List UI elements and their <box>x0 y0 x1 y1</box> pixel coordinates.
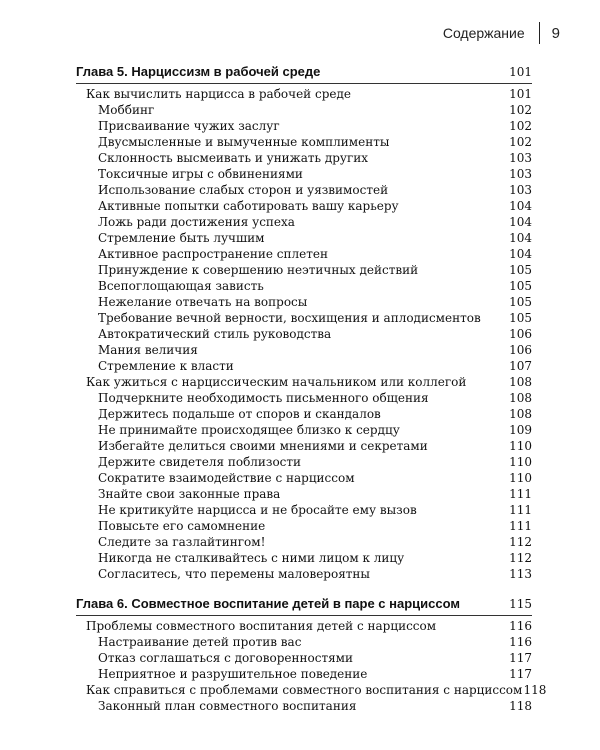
toc-entry[interactable] <box>76 534 532 550</box>
entry-page: 104 <box>509 247 532 261</box>
entry-page: 104 <box>509 199 532 213</box>
entry-page: 105 <box>509 279 532 293</box>
toc-entry[interactable] <box>76 342 532 358</box>
toc-entry[interactable] <box>76 310 532 326</box>
entry-page: 104 <box>509 231 532 245</box>
toc-subsection-list <box>76 102 532 374</box>
entry-page: 109 <box>509 423 532 437</box>
entry-page: 108 <box>509 391 532 405</box>
toc-entry[interactable] <box>76 214 532 230</box>
entry-title: Активное распространение сплетен <box>98 247 328 261</box>
toc-entry[interactable] <box>76 634 532 650</box>
entry-title: Использование слабых сторон и уязвимостей <box>98 183 389 197</box>
entry-title: Сократите взаимодействие с нарциссом <box>98 471 355 485</box>
section-title: Как справиться с проблемами совместного воспитания с нарциссом <box>86 683 523 697</box>
toc-section[interactable] <box>76 682 547 698</box>
entry-title: Настраивание детей против вас <box>98 635 302 649</box>
entry-page: 112 <box>509 551 532 565</box>
chapter-gap <box>76 582 532 594</box>
entry-page: 103 <box>509 183 532 197</box>
entry-title: Стремление быть лучшим <box>98 231 265 245</box>
entry-title: Подчеркните необходимость письменного общения <box>98 391 429 405</box>
entry-page: 107 <box>509 359 532 373</box>
toc-entry[interactable] <box>76 406 532 422</box>
entry-title: Держитесь подальше от споров и скандалов <box>98 407 381 421</box>
toc-chapter-6[interactable] <box>76 594 532 614</box>
toc-entry[interactable] <box>76 650 532 666</box>
section-title: Как вычислить нарцисса в рабочей среде <box>86 87 351 101</box>
entry-title: Принуждение к совершению неэтичных действий <box>98 263 419 277</box>
entry-page: 116 <box>509 635 532 649</box>
entry-page: 108 <box>509 407 532 421</box>
entry-page: 112 <box>509 535 532 549</box>
entry-page: 111 <box>509 519 532 533</box>
toc-entry[interactable] <box>76 422 532 438</box>
toc-entry[interactable] <box>76 666 532 682</box>
entry-page: 117 <box>509 651 532 665</box>
toc-entry[interactable] <box>76 166 532 182</box>
toc-entry[interactable] <box>76 698 532 714</box>
entry-title: Никогда не сталкивайтесь с ними лицом к лицу <box>98 551 405 565</box>
entry-page: 102 <box>509 103 532 117</box>
entry-title: Токсичные игры с обвинениями <box>98 167 303 181</box>
entry-page: 106 <box>509 343 532 357</box>
entry-title: Знайте свои законные права <box>98 487 281 501</box>
entry-page: 113 <box>509 567 532 581</box>
toc-entry[interactable] <box>76 246 532 262</box>
toc-entry[interactable] <box>76 150 532 166</box>
running-head <box>443 22 560 44</box>
toc-entry[interactable] <box>76 358 532 374</box>
toc-entry[interactable] <box>76 102 532 118</box>
toc-entry[interactable] <box>76 326 532 342</box>
toc-entry[interactable] <box>76 454 532 470</box>
running-head-divider <box>539 22 540 44</box>
section-page: 116 <box>509 619 532 633</box>
toc-entry[interactable] <box>76 470 532 486</box>
toc-entry[interactable] <box>76 294 532 310</box>
running-head-section: Содержание <box>442 25 525 41</box>
toc-section[interactable] <box>76 374 532 390</box>
toc-entry[interactable] <box>76 566 532 582</box>
toc-subsection-list <box>76 698 532 714</box>
entry-page: 118 <box>509 699 532 713</box>
entry-title: Повысьте его самомнение <box>98 519 266 533</box>
chapter-rule <box>76 615 532 616</box>
section-page: 108 <box>509 375 532 389</box>
entry-title: Законный план совместного воспитания <box>98 699 357 713</box>
entry-page: 110 <box>509 439 532 453</box>
section-title: Как ужиться с нарциссическим начальником или коллегой <box>86 375 467 389</box>
toc-entry[interactable] <box>76 262 532 278</box>
chapter-title: Глава 6. Совместное воспитание детей в паре с нарциссом <box>76 596 461 611</box>
entry-page: 111 <box>509 487 532 501</box>
entry-page: 102 <box>509 135 532 149</box>
entry-page: 106 <box>509 327 532 341</box>
entry-title: Неприятное и разрушительное поведение <box>98 667 368 681</box>
section-page: 101 <box>509 87 532 101</box>
entry-title: Присваивание чужих заслуг <box>98 119 280 133</box>
toc-section[interactable] <box>76 86 532 102</box>
entry-page: 110 <box>509 471 532 485</box>
entry-page: 105 <box>509 311 532 325</box>
toc-entry[interactable] <box>76 518 532 534</box>
entry-page: 111 <box>509 503 532 517</box>
entry-title: Отказ соглашаться с договоренностями <box>98 651 353 665</box>
toc-entry[interactable] <box>76 502 532 518</box>
toc-entry[interactable] <box>76 134 532 150</box>
toc-entry[interactable] <box>76 230 532 246</box>
toc-entry[interactable] <box>76 438 532 454</box>
entry-title: Двусмысленные и вымученные комплименты <box>98 135 390 149</box>
entry-title: Ложь ради достижения успеха <box>98 215 295 229</box>
section-page: 118 <box>523 683 547 697</box>
entry-title: Не принимайте происходящее близко к сердцу <box>98 423 400 437</box>
entry-title: Согласитесь, что перемены маловероятны <box>98 567 370 581</box>
toc-entry[interactable] <box>76 198 532 214</box>
entry-title: Не критикуйте нарцисса и не бросайте ему вызов <box>98 503 417 517</box>
entry-title: Стремление к власти <box>98 359 234 373</box>
toc-entry[interactable] <box>76 118 532 134</box>
chapter-page: 115 <box>509 597 532 611</box>
entry-page: 103 <box>509 167 532 181</box>
entry-title: Требование вечной верности, восхищения и аплодисментов <box>98 311 481 325</box>
entry-title: Нежелание отвечать на вопросы <box>98 295 308 309</box>
entry-title: Моббинг <box>98 103 155 117</box>
chapter-page: 101 <box>509 65 532 79</box>
entry-title: Активные попытки саботировать вашу карьеру <box>98 199 399 213</box>
entry-page: 103 <box>509 151 532 165</box>
section-title: Проблемы совместного воспитания детей с нарциссом <box>86 619 437 633</box>
toc-entry[interactable] <box>76 550 532 566</box>
toc-subsection-list <box>76 390 532 582</box>
entry-title: Автократический стиль руководства <box>98 327 332 341</box>
entry-title: Склонность высмеивать и унижать других <box>98 151 369 165</box>
toc-entry[interactable] <box>76 278 532 294</box>
running-head-page-number: 9 <box>551 24 560 42</box>
entry-title: Всепоглощающая зависть <box>98 279 264 293</box>
toc-entry[interactable] <box>76 390 532 406</box>
entry-page: 104 <box>509 215 532 229</box>
toc-chapter-5[interactable] <box>76 62 532 82</box>
entry-page: 117 <box>509 667 532 681</box>
chapter-rule <box>76 83 532 84</box>
toc-subsection-list <box>76 634 532 682</box>
entry-page: 105 <box>509 263 532 277</box>
entry-page: 110 <box>509 455 532 469</box>
entry-page: 105 <box>509 295 532 309</box>
chapter-title: Глава 5. Нарциссизм в рабочей среде <box>76 64 321 79</box>
entry-title: Держите свидетеля поблизости <box>98 455 302 469</box>
table-of-contents <box>76 62 547 714</box>
toc-entry[interactable] <box>76 486 532 502</box>
entry-page: 102 <box>509 119 532 133</box>
toc-entry[interactable] <box>76 182 532 198</box>
entry-title: Избегайте делиться своими мнениями и секретами <box>98 439 428 453</box>
toc-section[interactable] <box>76 618 532 634</box>
entry-title: Следите за газлайтингом! <box>98 535 266 549</box>
entry-title: Мания величия <box>98 343 198 357</box>
